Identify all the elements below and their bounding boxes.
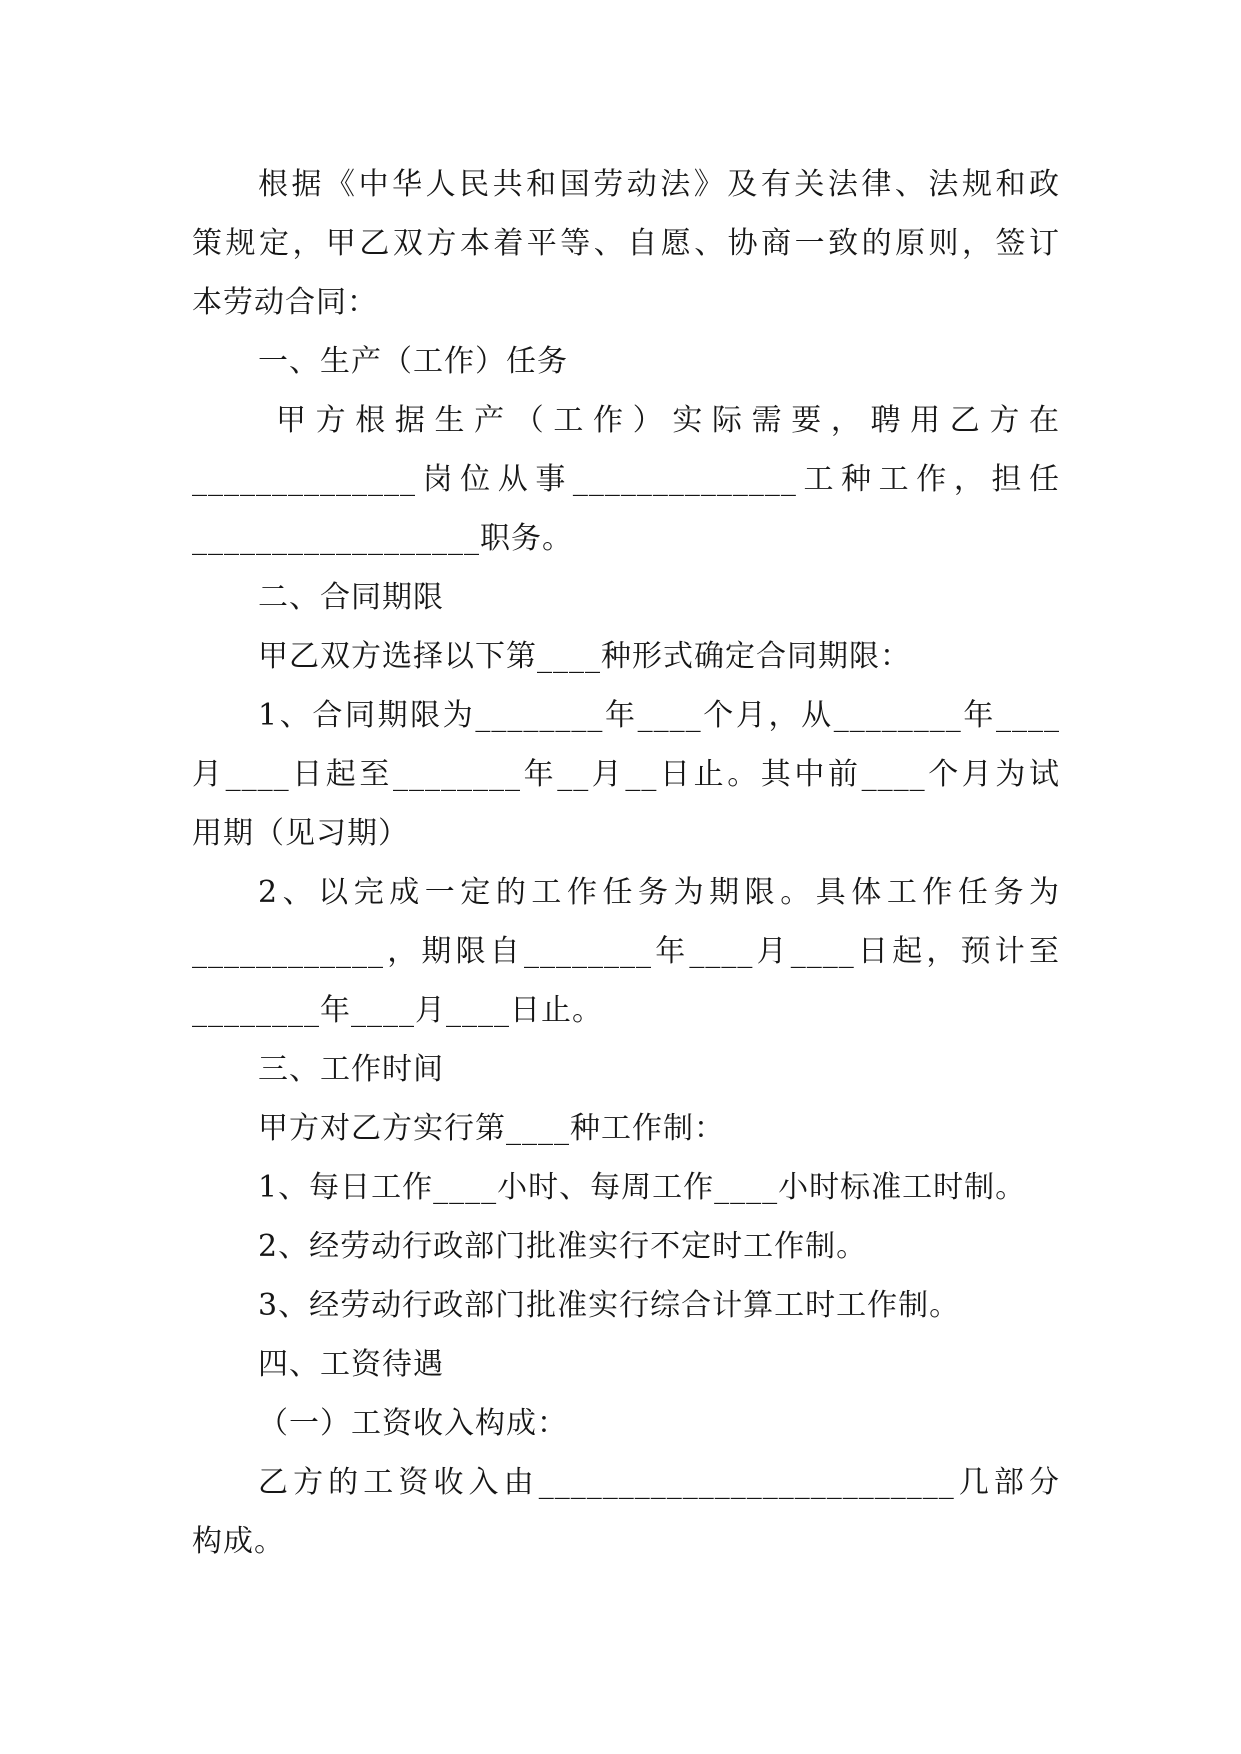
- paragraph-line: 2、经劳动行政部门批准实行不定时工作制。: [258, 1229, 868, 1264]
- section-heading-1: [192, 332, 1060, 391]
- paragraph-line: 甲乙双方选择以下第____种形式确定合同期限：: [258, 639, 911, 674]
- paragraph-line: __________________职务。: [192, 521, 573, 556]
- section-heading-text: 二、合同期限: [258, 580, 444, 615]
- paragraph-line: 2、以完成一定的工作任务为期限。具体工作任务为: [258, 875, 1060, 910]
- paragraph-line: 甲方根据生产（工作）实际需要，聘用乙方在: [276, 403, 1060, 438]
- subsection-heading-text: （一）工资收入构成：: [258, 1406, 568, 1441]
- paragraph-line: 1、合同期限为________年____个月，从________年____: [258, 698, 1060, 733]
- section-heading-4: [192, 1335, 1060, 1394]
- paragraph-line: 本劳动合同：: [192, 285, 378, 320]
- paragraph-salary-composition: [192, 1453, 1060, 1571]
- paragraph-line: 1、每日工作____小时、每周工作____小时标准工时制。: [258, 1170, 1027, 1205]
- paragraph-line: 策规定，甲乙双方本着平等、自愿、协商一致的原则，签订: [192, 226, 1060, 261]
- paragraph-line: 构成。: [192, 1524, 285, 1559]
- paragraph-term-option-1: [192, 686, 1060, 863]
- paragraph-line: 月____日起至________年__月__日止。其中前____个月为试: [192, 757, 1060, 792]
- paragraph-work-system-2: [192, 1217, 1060, 1276]
- paragraph-term-option-2: [192, 863, 1060, 1040]
- paragraph-work-system-choice: [192, 1099, 1060, 1158]
- subsection-heading: [192, 1394, 1060, 1453]
- paragraph-job-assignment: [192, 391, 1060, 568]
- paragraph-line: 用期（见习期）: [192, 816, 409, 851]
- section-heading-text: 三、工作时间: [258, 1052, 444, 1087]
- paragraph-line: ________年____月____日止。: [192, 993, 603, 1028]
- paragraph-line: 乙方的工资收入由__________________________几部分: [258, 1465, 1060, 1500]
- paragraph-term-choice: [192, 627, 1060, 686]
- document-body: [192, 155, 1060, 1571]
- paragraph-work-system-3: [192, 1276, 1060, 1335]
- paragraph-line: ____________，期限自________年____月____日起，预计至: [192, 934, 1060, 969]
- paragraph-line: ______________岗位从事______________工种工作，担任: [192, 462, 1060, 497]
- section-heading-text: 四、工资待遇: [258, 1347, 444, 1382]
- paragraph-line: 甲方对乙方实行第____种工作制：: [258, 1111, 725, 1146]
- paragraph-work-system-1: [192, 1158, 1060, 1217]
- paragraph-line: 根据《中华人民共和国劳动法》及有关法律、法规和政: [258, 167, 1060, 202]
- section-heading-text: 一、生产（工作）任务: [258, 344, 568, 379]
- paragraph-preamble: [192, 155, 1060, 332]
- section-heading-3: [192, 1040, 1060, 1099]
- section-heading-2: [192, 568, 1060, 627]
- paragraph-line: 3、经劳动行政部门批准实行综合计算工时工作制。: [258, 1288, 961, 1323]
